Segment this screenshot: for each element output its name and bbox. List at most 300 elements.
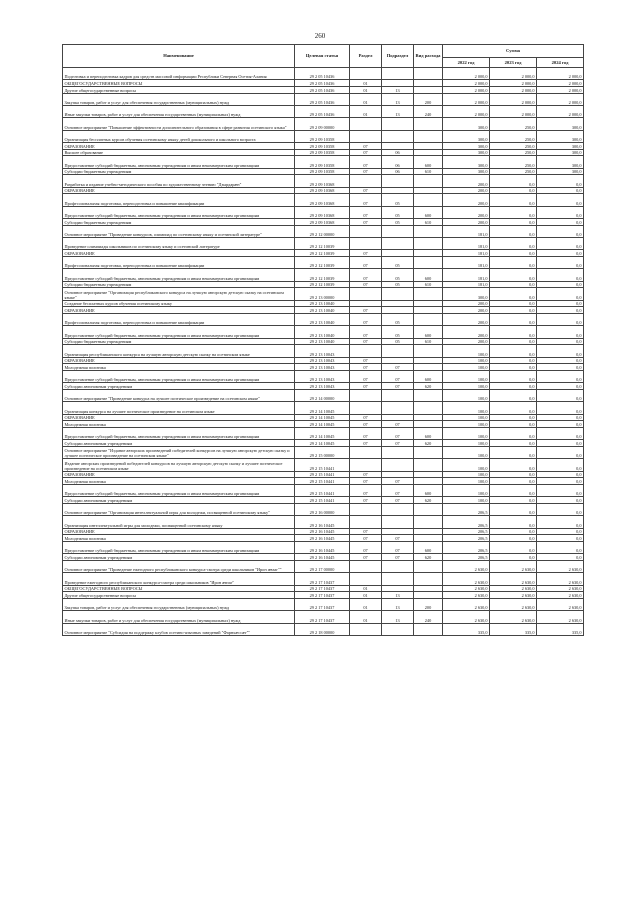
row-amount-2023: 2 630,0 <box>490 560 537 572</box>
row-name: Организация интеллектуальной игры для молодежи, посвященной осетинскому языку <box>63 516 295 528</box>
row-amount-2023: 0,0 <box>490 314 537 326</box>
row-expense-kind <box>414 257 443 269</box>
row-expense-kind: 620 <box>414 554 443 561</box>
row-section: 07 <box>350 206 382 218</box>
row-amount-2023: 2 000,0 <box>490 86 537 93</box>
row-subsection: 13 <box>382 611 414 623</box>
row-subsection <box>382 80 414 87</box>
row-subsection: 07 <box>382 421 414 428</box>
row-subsection: 07 <box>382 383 414 390</box>
row-code: 29 2 17 10437 <box>295 573 350 585</box>
row-code: 29 2 09 10368 <box>295 175 350 187</box>
row-code: 29 2 13 10040 <box>295 300 350 307</box>
row-subsection <box>382 250 414 257</box>
row-amount-2022: 100,0 <box>443 370 490 382</box>
row-name: Субсидии бюджетным учреждениям <box>63 281 295 288</box>
table-row <box>63 219 584 226</box>
row-amount-2024: 2 000,0 <box>537 86 584 93</box>
row-expense-kind <box>414 535 443 542</box>
table-row <box>63 459 584 471</box>
row-section <box>350 300 382 307</box>
table-row <box>63 364 584 371</box>
row-expense-kind <box>414 300 443 307</box>
row-name: Субсидии бюджетным учреждениям <box>63 168 295 175</box>
row-section: 07 <box>350 156 382 168</box>
row-amount-2022: 200,0 <box>443 338 490 345</box>
row-section <box>350 389 382 401</box>
row-amount-2024: 0,0 <box>537 497 584 504</box>
row-amount-2022: 200,0 <box>443 206 490 218</box>
row-amount-2023: 0,0 <box>490 421 537 428</box>
row-code: 29 2 16 00000 <box>295 503 350 515</box>
row-subsection <box>382 307 414 314</box>
table-row <box>63 516 584 528</box>
row-subsection: 13 <box>382 86 414 93</box>
row-amount-2024: 0,0 <box>537 300 584 307</box>
row-amount-2022: 2 000,0 <box>443 86 490 93</box>
row-section: 07 <box>350 535 382 542</box>
row-section: 07 <box>350 528 382 535</box>
row-amount-2022: 181,0 <box>443 238 490 250</box>
row-subsection <box>382 238 414 250</box>
row-expense-kind <box>414 118 443 130</box>
row-amount-2024: 0,0 <box>537 364 584 371</box>
row-amount-2023: 2 000,0 <box>490 80 537 87</box>
row-name: Предоставление субсидий бюджетным, автономным учреждениям и иным некоммерческим организациям <box>63 484 295 496</box>
row-amount-2024: 0,0 <box>537 503 584 515</box>
row-amount-2024: 300,0 <box>537 118 584 130</box>
row-expense-kind: 620 <box>414 497 443 504</box>
row-amount-2022: 181,0 <box>443 257 490 269</box>
header-name: Наименование <box>63 45 295 68</box>
row-subsection: 06 <box>382 149 414 156</box>
row-subsection: 05 <box>382 338 414 345</box>
row-subsection <box>382 175 414 187</box>
row-name: Молодежная политика <box>63 478 295 485</box>
table-row <box>63 288 584 300</box>
row-code: 29 2 14 10045 <box>295 421 350 428</box>
row-expense-kind <box>414 80 443 87</box>
row-amount-2023: 2 000,0 <box>490 68 537 80</box>
row-section: 07 <box>350 219 382 226</box>
row-code: 29 2 09 10358 <box>295 168 350 175</box>
row-name: Подготовка и переподготовка кадров для средств массовой информации Республики Северная Осетия-Алания <box>63 68 295 80</box>
row-name: Предоставление субсидий бюджетным, автономным учреждениям и иным некоммерческим организациям <box>63 206 295 218</box>
row-amount-2023: 0,0 <box>490 414 537 421</box>
row-section: 01 <box>350 598 382 610</box>
row-subsection <box>382 516 414 528</box>
table-row <box>63 187 584 194</box>
table-row <box>63 314 584 326</box>
row-section <box>350 459 382 471</box>
row-code: 29 2 15 10441 <box>295 478 350 485</box>
row-section <box>350 623 382 635</box>
row-amount-2024: 0,0 <box>537 528 584 535</box>
table-row <box>63 383 584 390</box>
table-row <box>63 238 584 250</box>
row-code: 29 2 14 10045 <box>295 427 350 439</box>
row-section: 07 <box>350 440 382 447</box>
row-amount-2024: 0,0 <box>537 307 584 314</box>
table-row <box>63 497 584 504</box>
row-expense-kind <box>414 307 443 314</box>
row-section: 07 <box>350 421 382 428</box>
row-amount-2022: 2 630,0 <box>443 560 490 572</box>
row-amount-2024: 0,0 <box>537 194 584 206</box>
row-amount-2024: 2 630,0 <box>537 598 584 610</box>
row-amount-2024: 0,0 <box>537 414 584 421</box>
header-year-2023: 2023 год <box>490 58 537 68</box>
row-amount-2023: 2 630,0 <box>490 573 537 585</box>
row-expense-kind: 200 <box>414 93 443 105</box>
row-amount-2023: 0,0 <box>490 541 537 553</box>
row-amount-2022: 2 630,0 <box>443 611 490 623</box>
row-expense-kind <box>414 314 443 326</box>
row-expense-kind <box>414 68 443 80</box>
row-subsection: 07 <box>382 497 414 504</box>
row-expense-kind: 610 <box>414 338 443 345</box>
row-subsection: 07 <box>382 554 414 561</box>
row-expense-kind <box>414 585 443 592</box>
row-expense-kind <box>414 194 443 206</box>
row-amount-2022: 300,0 <box>443 130 490 142</box>
row-name: Предоставление субсидий бюджетным, автономным учреждениям и иным некоммерческим организациям <box>63 370 295 382</box>
row-subsection <box>382 187 414 194</box>
row-amount-2023: 0,0 <box>490 427 537 439</box>
row-amount-2022: 206,5 <box>443 541 490 553</box>
row-name: ОБЩЕГОСУДАРСТВЕННЫЕ ВОПРОСЫ <box>63 585 295 592</box>
row-amount-2023: 0,0 <box>490 516 537 528</box>
table-row <box>63 86 584 93</box>
row-name: Закупка товаров, работ и услуг для обеспечения государственных (муниципальных) нужд <box>63 598 295 610</box>
row-expense-kind <box>414 238 443 250</box>
row-code: 29 2 13 10040 <box>295 338 350 345</box>
row-amount-2024: 0,0 <box>537 288 584 300</box>
row-section: 07 <box>350 143 382 150</box>
table-row <box>63 300 584 307</box>
row-amount-2023: 0,0 <box>490 497 537 504</box>
table-row <box>63 130 584 142</box>
row-name: Основное мероприятие "Проведение ежегодного республиканского конкурса-смотра среди школьников "Ирон æвзаг"" <box>63 560 295 572</box>
row-subsection <box>382 300 414 307</box>
row-name: ОБРАЗОВАНИЕ <box>63 307 295 314</box>
row-amount-2023: 0,0 <box>490 345 537 357</box>
row-section: 07 <box>350 357 382 364</box>
row-amount-2023: 0,0 <box>490 478 537 485</box>
row-code: 29 2 09 10368 <box>295 194 350 206</box>
row-expense-kind <box>414 364 443 371</box>
row-code: 29 2 05 10436 <box>295 105 350 117</box>
row-amount-2022: 206,5 <box>443 516 490 528</box>
row-amount-2023: 0,0 <box>490 503 537 515</box>
row-amount-2023: 250,0 <box>490 130 537 142</box>
row-expense-kind <box>414 250 443 257</box>
row-section: 07 <box>350 554 382 561</box>
row-amount-2022: 100,0 <box>443 357 490 364</box>
row-subsection: 13 <box>382 592 414 599</box>
row-amount-2024: 0,0 <box>537 541 584 553</box>
row-expense-kind: 600 <box>414 269 443 281</box>
row-section: 01 <box>350 611 382 623</box>
row-code: 29 2 05 10436 <box>295 68 350 80</box>
row-amount-2022: 206,5 <box>443 554 490 561</box>
row-subsection <box>382 389 414 401</box>
row-expense-kind <box>414 288 443 300</box>
row-amount-2024: 0,0 <box>537 338 584 345</box>
row-section <box>350 402 382 414</box>
row-expense-kind <box>414 357 443 364</box>
row-name: ОБРАЗОВАНИЕ <box>63 357 295 364</box>
row-amount-2022: 100,0 <box>443 345 490 357</box>
row-name: Основное мероприятие "Проведение конкурсов, олимпиад по осетинскому языку и осетинской литературе" <box>63 225 295 237</box>
row-expense-kind <box>414 143 443 150</box>
row-amount-2022: 300,0 <box>443 118 490 130</box>
row-amount-2023: 0,0 <box>490 206 537 218</box>
row-name: Профессиональная подготовка, переподготовка и повышение квалификации <box>63 314 295 326</box>
row-amount-2022: 2 630,0 <box>443 598 490 610</box>
row-subsection <box>382 446 414 458</box>
row-amount-2022: 100,0 <box>443 389 490 401</box>
row-code: 29 2 09 10368 <box>295 206 350 218</box>
row-amount-2022: 100,0 <box>443 383 490 390</box>
row-name: ОБРАЗОВАНИЕ <box>63 471 295 478</box>
row-amount-2023: 2 630,0 <box>490 592 537 599</box>
row-amount-2024: 0,0 <box>537 478 584 485</box>
row-name: Субсидии бюджетным учреждениям <box>63 219 295 226</box>
table-row <box>63 611 584 623</box>
row-amount-2024: 0,0 <box>537 257 584 269</box>
row-expense-kind: 620 <box>414 440 443 447</box>
row-subsection: 07 <box>382 478 414 485</box>
row-amount-2023: 0,0 <box>490 194 537 206</box>
row-name: Основное мероприятие "Организация республиканского конкурса на лучшую авторскую детскую сказку на осетинском языке" <box>63 288 295 300</box>
row-subsection: 06 <box>382 168 414 175</box>
row-name: Субсидии автономным учреждениям <box>63 497 295 504</box>
row-section: 07 <box>350 307 382 314</box>
row-amount-2022: 2 000,0 <box>443 80 490 87</box>
table-row <box>63 528 584 535</box>
row-subsection <box>382 118 414 130</box>
row-amount-2022: 2 630,0 <box>443 585 490 592</box>
row-expense-kind <box>414 86 443 93</box>
row-code: 29 2 15 00000 <box>295 446 350 458</box>
row-section: 07 <box>350 149 382 156</box>
row-amount-2023: 0,0 <box>490 326 537 338</box>
table-row <box>63 402 584 414</box>
row-expense-kind <box>414 389 443 401</box>
row-section: 07 <box>350 187 382 194</box>
row-section <box>350 345 382 357</box>
row-amount-2022: 100,0 <box>443 459 490 471</box>
table-row <box>63 421 584 428</box>
row-name: Субсидии автономным учреждениям <box>63 554 295 561</box>
row-amount-2024: 0,0 <box>537 250 584 257</box>
table-row <box>63 281 584 288</box>
row-section: 07 <box>350 414 382 421</box>
row-name: ОБЩЕГОСУДАРСТВЕННЫЕ ВОПРОСЫ <box>63 80 295 87</box>
row-subsection: 07 <box>382 370 414 382</box>
row-amount-2022: 206,5 <box>443 528 490 535</box>
row-amount-2024: 0,0 <box>537 535 584 542</box>
table-row <box>63 225 584 237</box>
row-subsection: 05 <box>382 281 414 288</box>
row-amount-2024: 2 630,0 <box>537 592 584 599</box>
row-amount-2023: 0,0 <box>490 269 537 281</box>
row-expense-kind <box>414 560 443 572</box>
row-subsection: 07 <box>382 541 414 553</box>
row-expense-kind <box>414 345 443 357</box>
row-amount-2023: 250,0 <box>490 143 537 150</box>
row-code: 29 2 12 10039 <box>295 250 350 257</box>
row-name: Другие общегосударственные вопросы <box>63 592 295 599</box>
row-amount-2022: 300,0 <box>443 288 490 300</box>
row-code: 29 2 15 10441 <box>295 497 350 504</box>
row-amount-2022: 2 000,0 <box>443 93 490 105</box>
row-amount-2024: 0,0 <box>537 238 584 250</box>
row-name: Организация бесплатных курсов обучения осетинскому языку детей дошкольного и школьного возраста <box>63 130 295 142</box>
row-subsection <box>382 345 414 357</box>
row-code: 29 2 09 10358 <box>295 149 350 156</box>
row-amount-2024: 0,0 <box>537 314 584 326</box>
row-code: 29 2 15 10441 <box>295 471 350 478</box>
row-section <box>350 573 382 585</box>
row-amount-2022: 206,5 <box>443 535 490 542</box>
row-amount-2023: 2 630,0 <box>490 611 537 623</box>
row-expense-kind <box>414 421 443 428</box>
row-amount-2023: 0,0 <box>490 219 537 226</box>
row-subsection: 07 <box>382 427 414 439</box>
table-row <box>63 592 584 599</box>
header-code: Целевая статья <box>295 45 350 68</box>
row-amount-2024: 300,0 <box>537 156 584 168</box>
row-subsection: 07 <box>382 535 414 542</box>
row-expense-kind <box>414 503 443 515</box>
table-row <box>63 440 584 447</box>
row-subsection: 13 <box>382 105 414 117</box>
row-amount-2023: 250,0 <box>490 149 537 156</box>
row-amount-2022: 100,0 <box>443 484 490 496</box>
row-section <box>350 516 382 528</box>
header-section: Раздел <box>350 45 382 68</box>
row-amount-2024: 0,0 <box>537 440 584 447</box>
row-name: Основное мероприятие "Повышение эффективности дополнительного образования в сфере развития осетинского языка" <box>63 118 295 130</box>
row-amount-2023: 0,0 <box>490 440 537 447</box>
row-amount-2022: 200,0 <box>443 314 490 326</box>
row-subsection <box>382 503 414 515</box>
row-code: 29 2 14 00000 <box>295 389 350 401</box>
row-name: Предоставление субсидий бюджетным, автономным учреждениям и иным некоммерческим организациям <box>63 156 295 168</box>
row-amount-2024: 300,0 <box>537 149 584 156</box>
row-amount-2022: 100,0 <box>443 402 490 414</box>
row-expense-kind <box>414 459 443 471</box>
row-amount-2024: 0,0 <box>537 281 584 288</box>
row-subsection <box>382 225 414 237</box>
row-amount-2022: 181,0 <box>443 269 490 281</box>
table-row <box>63 446 584 458</box>
row-subsection: 06 <box>382 156 414 168</box>
row-amount-2023: 0,0 <box>490 383 537 390</box>
table-row <box>63 585 584 592</box>
row-amount-2023: 0,0 <box>490 535 537 542</box>
row-expense-kind: 600 <box>414 427 443 439</box>
row-section: 07 <box>350 541 382 553</box>
row-amount-2022: 2 630,0 <box>443 573 490 585</box>
row-name: Разработка и издание учебно-методического пособия по художественному чтению "Дзырдарæн" <box>63 175 295 187</box>
row-amount-2023: 0,0 <box>490 338 537 345</box>
row-amount-2024: 0,0 <box>537 427 584 439</box>
row-name: Субсидии бюджетным учреждениям <box>63 338 295 345</box>
row-subsection <box>382 560 414 572</box>
row-amount-2022: 181,0 <box>443 225 490 237</box>
row-amount-2022: 100,0 <box>443 364 490 371</box>
table-body <box>63 68 584 636</box>
row-code: 29 2 13 00000 <box>295 288 350 300</box>
row-amount-2022: 100,0 <box>443 446 490 458</box>
row-expense-kind <box>414 471 443 478</box>
row-amount-2024: 300,0 <box>537 168 584 175</box>
row-amount-2022: 200,0 <box>443 194 490 206</box>
row-subsection <box>382 288 414 300</box>
row-subsection <box>382 471 414 478</box>
row-subsection <box>382 528 414 535</box>
row-code: 29 2 16 10445 <box>295 554 350 561</box>
row-code: 29 2 12 10039 <box>295 257 350 269</box>
row-subsection: 07 <box>382 440 414 447</box>
row-amount-2024: 0,0 <box>537 187 584 194</box>
row-amount-2023: 0,0 <box>490 307 537 314</box>
row-subsection: 13 <box>382 93 414 105</box>
row-amount-2024: 0,0 <box>537 421 584 428</box>
row-subsection <box>382 585 414 592</box>
table-row <box>63 338 584 345</box>
row-expense-kind <box>414 402 443 414</box>
row-expense-kind <box>414 446 443 458</box>
row-amount-2022: 200,0 <box>443 219 490 226</box>
row-amount-2023: 2 630,0 <box>490 598 537 610</box>
row-code: 29 2 12 10039 <box>295 269 350 281</box>
table-row <box>63 560 584 572</box>
row-section <box>350 118 382 130</box>
row-name: ОБРАЗОВАНИЕ <box>63 187 295 194</box>
row-section: 07 <box>350 269 382 281</box>
table-row <box>63 471 584 478</box>
table-row <box>63 478 584 485</box>
row-section: 07 <box>350 257 382 269</box>
row-name: ОБРАЗОВАНИЕ <box>63 528 295 535</box>
row-expense-kind <box>414 175 443 187</box>
row-amount-2022: 181,0 <box>443 250 490 257</box>
row-code: 29 2 17 00000 <box>295 560 350 572</box>
row-amount-2023: 0,0 <box>490 554 537 561</box>
table-header <box>63 45 584 68</box>
row-amount-2024: 0,0 <box>537 219 584 226</box>
row-amount-2024: 300,0 <box>537 143 584 150</box>
row-expense-kind: 240 <box>414 611 443 623</box>
row-subsection: 13 <box>382 598 414 610</box>
row-code: 29 2 13 10040 <box>295 314 350 326</box>
row-amount-2024: 0,0 <box>537 225 584 237</box>
row-name: ОБРАЗОВАНИЕ <box>63 414 295 421</box>
row-name: ОБРАЗОВАНИЕ <box>63 250 295 257</box>
row-amount-2023: 0,0 <box>490 300 537 307</box>
row-name: Основное мероприятие "Организация интеллектуальной игры для молодежи, посвященной осетинскому языку" <box>63 503 295 515</box>
row-amount-2022: 200,0 <box>443 187 490 194</box>
row-section <box>350 503 382 515</box>
row-amount-2022: 335,0 <box>443 623 490 635</box>
row-code: 29 2 14 10045 <box>295 440 350 447</box>
row-section <box>350 446 382 458</box>
row-name: Проведение олимпиады школьников по осетинскому языку и осетинской литературе <box>63 238 295 250</box>
